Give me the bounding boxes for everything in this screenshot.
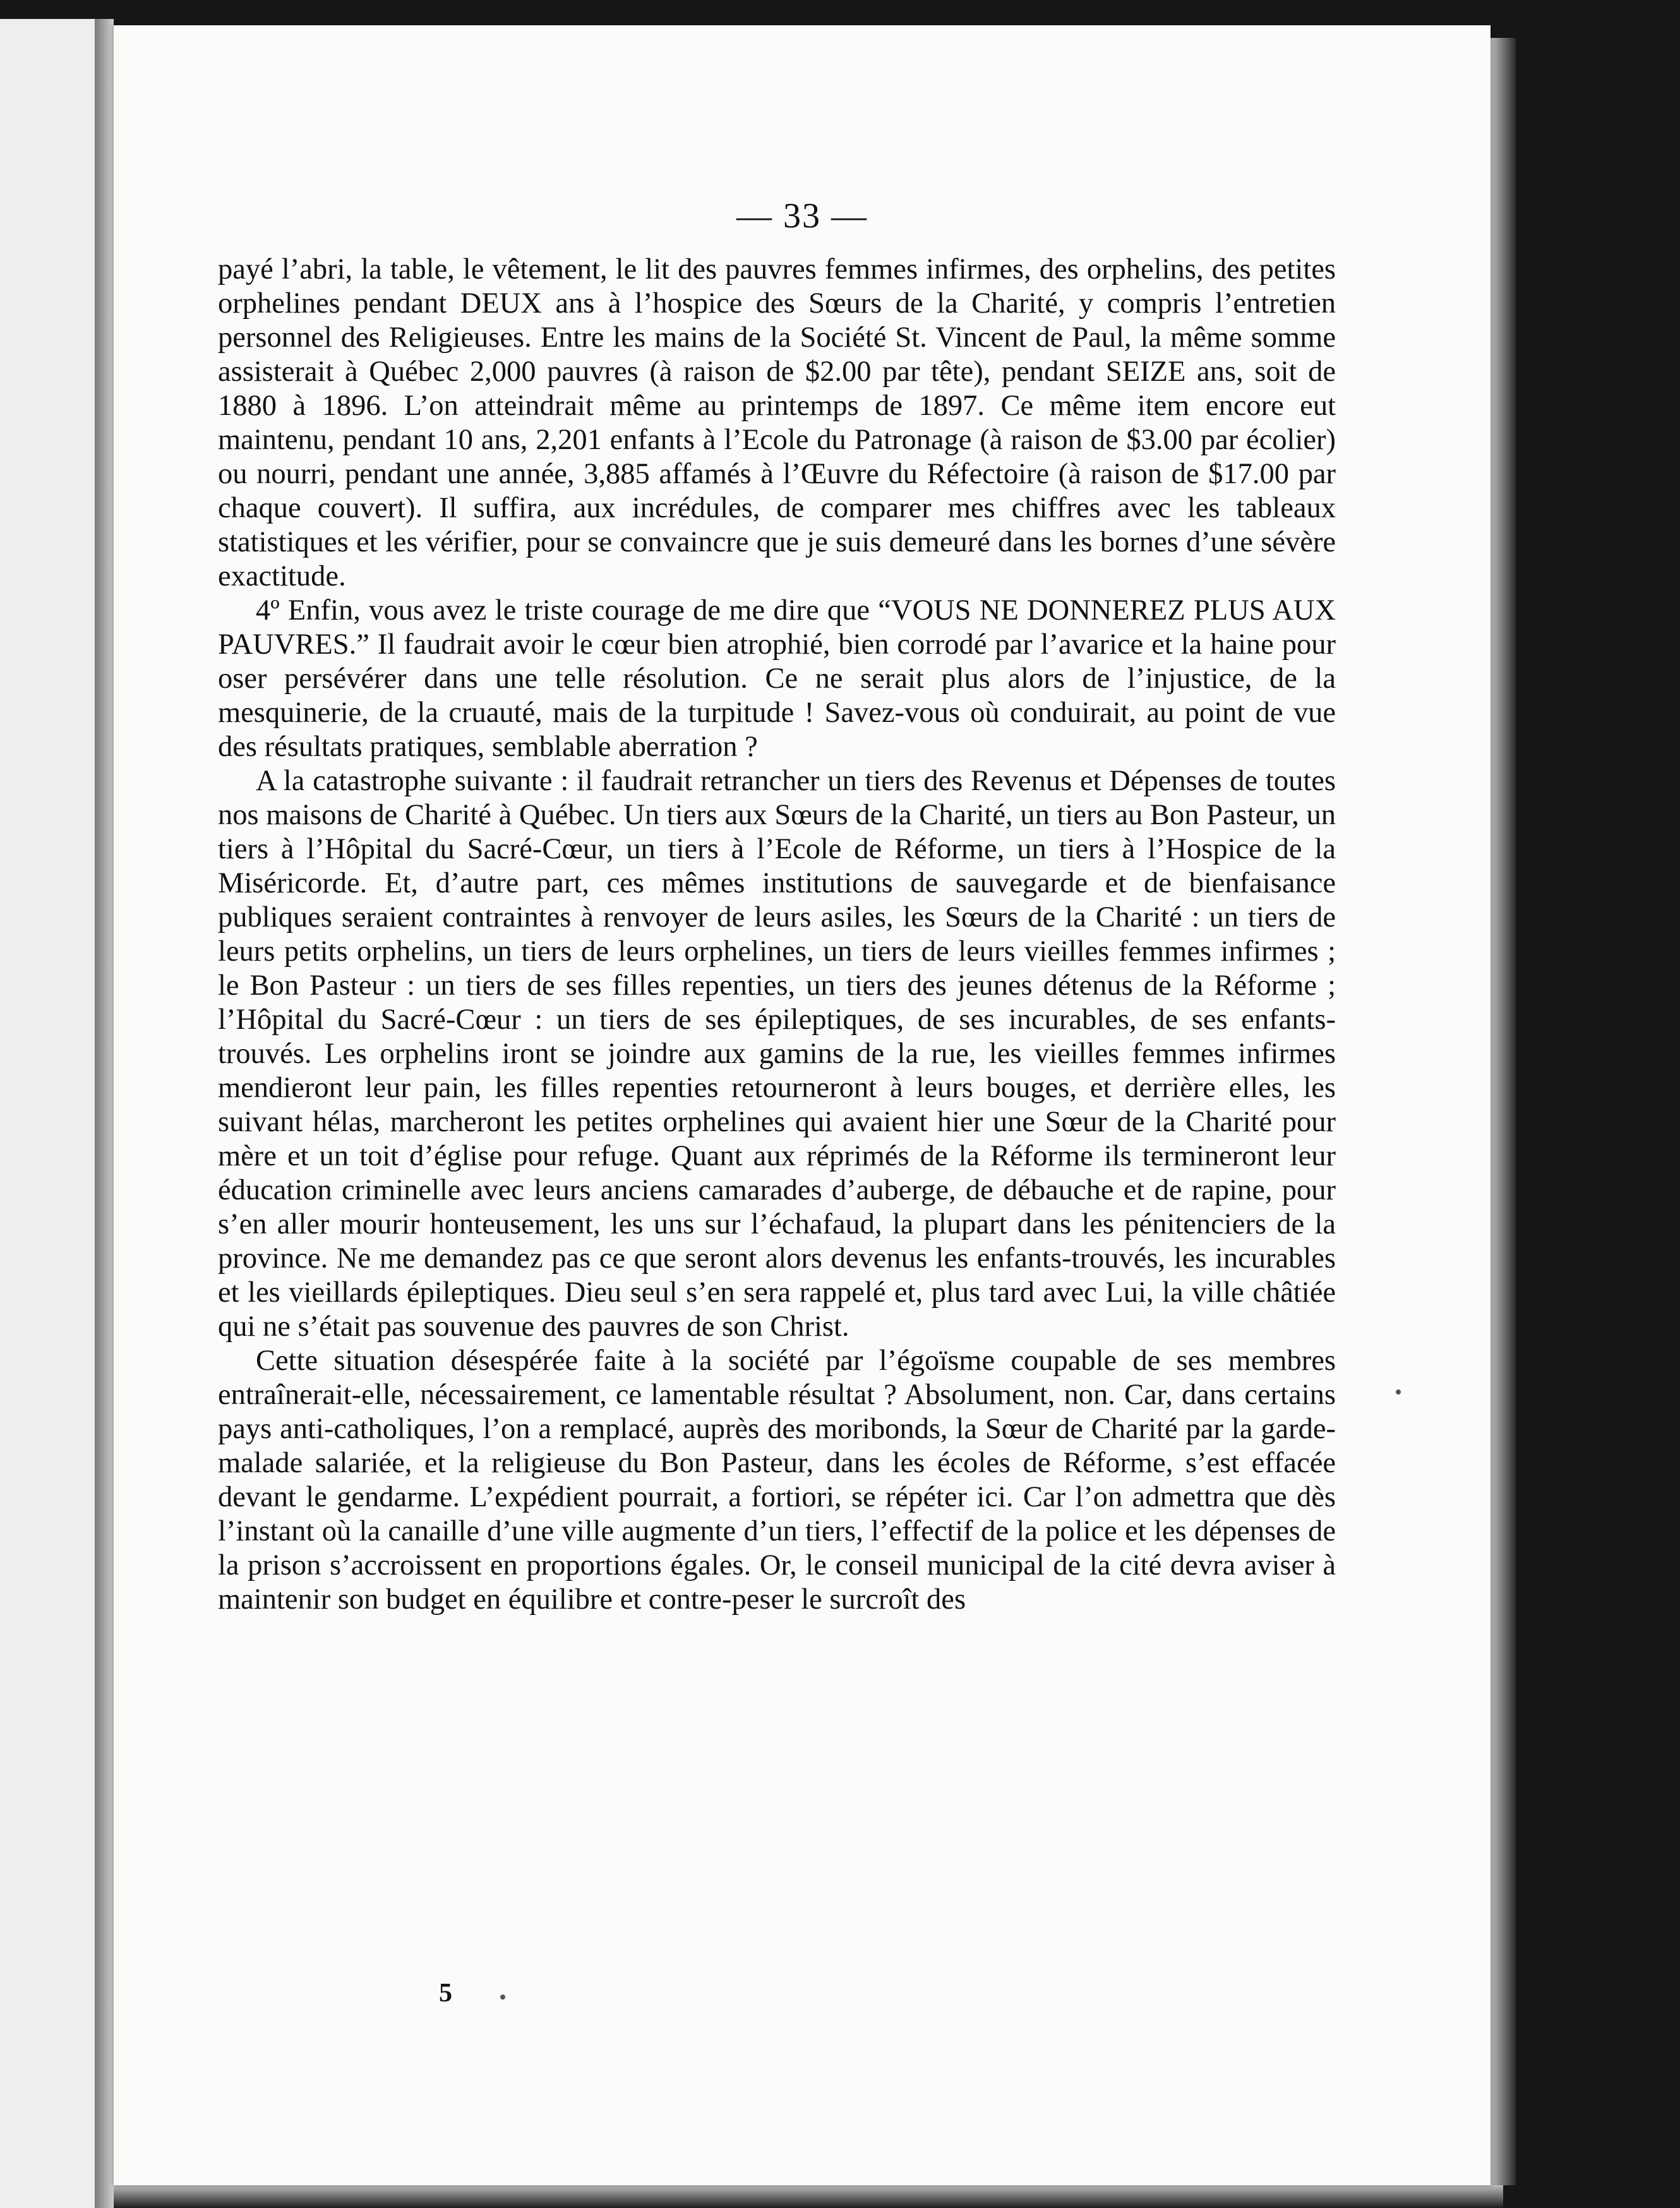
book-gutter <box>95 19 114 2208</box>
paragraph-1: payé l’abri, la table, le vêtement, le lit des pauvres femmes infirmes, des orphelins, des petites orphelines pendant DEUX ans à l’hospice des Sœurs de la Charité, y compris l’entretien personnel des Religieuses. Entre les mains de la Société St. Vincent de Paul, la même somme assisterait à Québec 2,000 pauvres (à raison de $2.00 par tête), pendant SEIZE ans, soit de 1880 à 1896. L’on atteindrait même au printemps de 1897. Ce même item encore eut maintenu, pendant 10 ans, 2,201 enfants à l’Ecole du Patronage (à raison de $3.00 par écolier) ou nourri, pendant une année, 3,885 affamés à l’Œuvre du Réfectoire (à raison de $17.00 par chaque couvert). Il suffira, aux incrédules, de comparer mes chiffres avec les tableaux statistiques et les vérifier, pour se convaincre que je suis demeuré dans les bornes d’une sévère exactitude. <box>218 253 1336 592</box>
paragraph-2: 4º Enfin, vous avez le triste courage de me dire que “VOUS NE DONNEREZ PLUS AUX PAUVRES.” Il faudrait avoir le cœur bien atrophié, bien corrodé par l’avarice et la haine pour oser persévérer dans une telle résolution. Ce ne serait plus alors de l’injustice, de la mesquinerie, de la cruauté, mais de la turpitude ! Savez-vous où conduirait, au point de vue des résultats pratiques, semblable aberration ? <box>218 594 1336 763</box>
paragraph-4: Cette situation désespérée faite à la société par l’égoïsme coupable de ses membres entraînerait-elle, nécessairement, ce lamentable résultat ? Absolument, non. Car, dans certains pays anti-catholiques, l’on a remplacé, auprès des moribonds, la Sœur de Charité par la garde-malade salariée, et la religieuse du Bon Pasteur, dans les écoles de Réforme, s’est effacée devant le gendarme. L’expédient pourrait, a fortiori, se répéter ici. Car l’on admettra que dès l’instant où la canaille d’une ville augmente d’un tiers, l’effectif de la police et les dépenses de la prison s’accroissent en proportions égales. Or, le conseil municipal de la cité devra aviser à maintenir son budget en équilibre et contre-peser le surcroît des <box>218 1345 1336 1616</box>
page-edge-right <box>1491 38 1516 2185</box>
body-text <box>218 253 1336 1617</box>
paragraph-3: A la catastrophe suivante : il faudrait retrancher un tiers des Revenus et Dépenses de toutes nos maisons de Charité à Québec. Un tiers aux Sœurs de la Charité, un tiers au Bon Pasteur, un tiers à l’Hôpital du Sacré-Cœur, un tiers à l’Ecole de Réforme, un tiers à l’Hospice de la Miséricorde. Et, d’autre part, ces mêmes institutions de sauvegarde et de bienfaisance publiques seraient contraintes à renvoyer de leurs asiles, les Sœurs de la Charité : un tiers de leurs petits orphelins, un tiers de leurs orphelines, un tiers de leurs vieilles femmes infirmes ; le Bon Pasteur : un tiers de ses filles repenties, un tiers des jeunes détenus de la Réforme ; l’Hôpital du Sacré-Cœur : un tiers de ses épileptiques, de ses incurables, de ses enfants-trouvés. Les orphelins iront se joindre aux gamins de la rue, les vieilles femmes infirmes mendieront leur pain, les filles repenties retourneront à leurs bouges, et derrière elles, les suivant hélas, marcheront les petites orphelines qui avaient hier une Sœur de la Charité pour mère et un toit d’église pour refuge. Quant aux réprimés de la Réforme ils termineront leur éducation criminelle avec leurs anciens camarades d’auberge, de débauche et de rapine, pour s’en aller mourir honteusement, les uns sur l’échafaud, la plupart dans les pénitenciers de la province. Ne me demandez pas ce que seront alors devenus les enfants-trouvés, les incurables et les vieillards épileptiques. Dieu seul s’en sera rappelé et, plus tard avec Lui, la ville châtiée qui ne s’était pas souvenue des pauvres de son Christ. <box>218 765 1336 1343</box>
signature-mark: 5 <box>439 1979 452 2008</box>
page-edge-bottom <box>114 2185 1503 2208</box>
book-page <box>114 25 1491 2185</box>
facing-page-edge <box>0 19 95 2208</box>
speck-mark <box>1396 1389 1401 1395</box>
speck-mark <box>500 1995 505 2000</box>
page-number-header: — 33 — <box>736 196 868 236</box>
